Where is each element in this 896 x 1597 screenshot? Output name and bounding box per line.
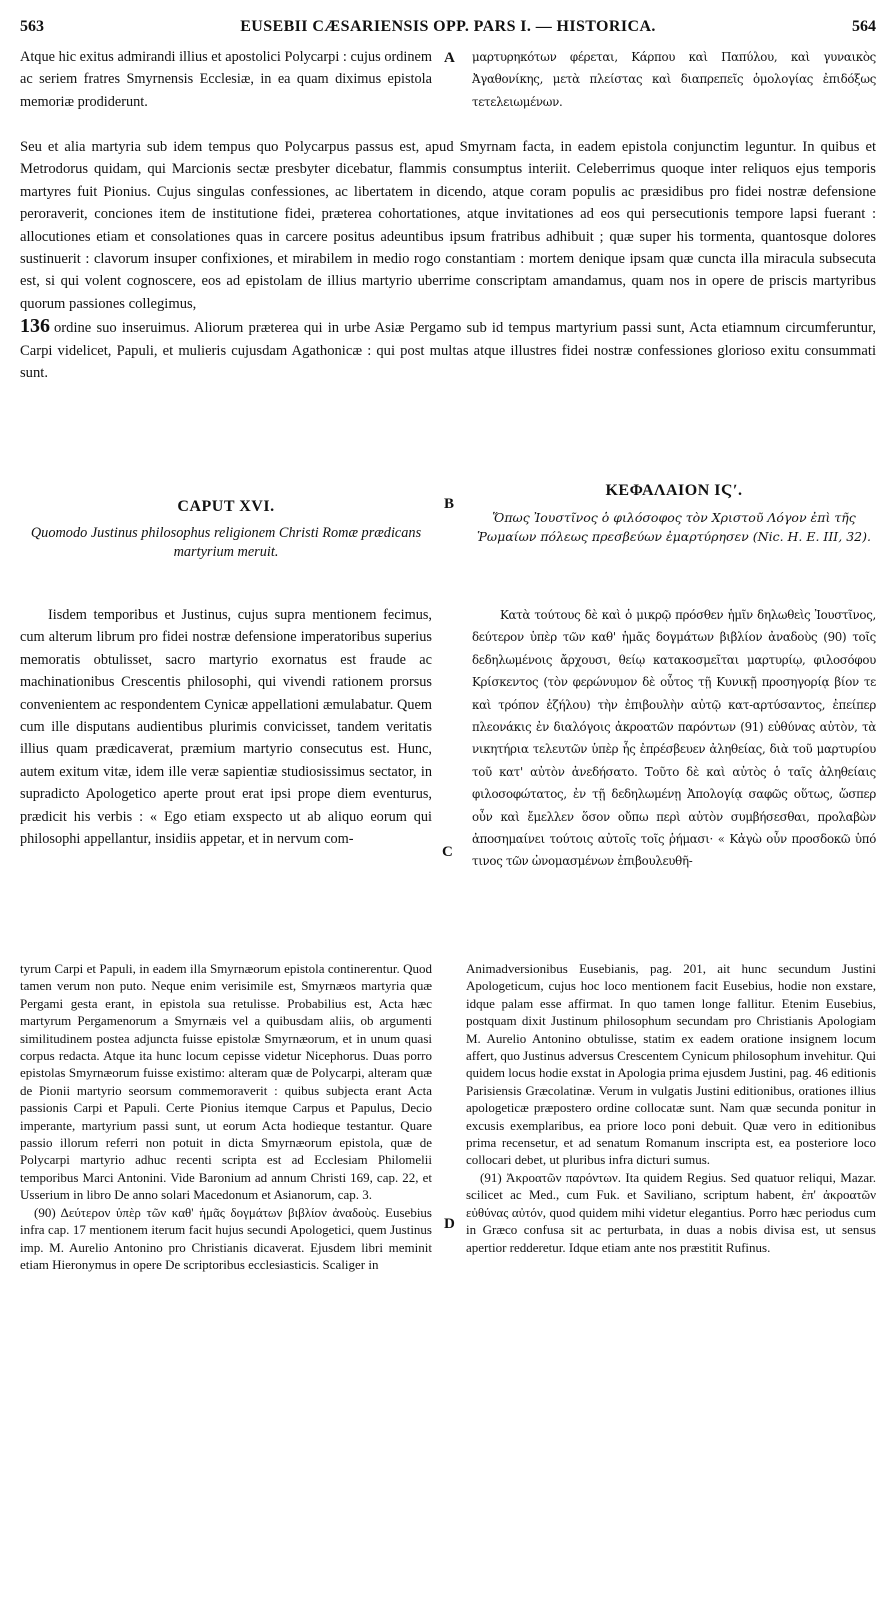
chapter-latin-subtitle: Quomodo Justinus philosophus religionem Christi Romæ prædicans martyrium meruit. (30, 525, 422, 560)
top-fullwidth-part2: ordine suo inseruimus. Aliorum præterea qui in urbe Asiæ Pergamo sub id tempus martyrium passi sunt, Acta etiamnum circumferuntur, Carpi videlicet, Papuli, et mulieris cujusdam Agathonicæ : qui post multas atque illustres fidei nostræ confessiones glorioso exitu consummati sunt. (20, 320, 876, 382)
note-right-continuation: Animadversionibus Eusebianis, pag. 201, ait hunc secundum Justini Apologeticum, cujus hoc loco mentionem facit Eusebius, hodie non exstare, idque palam esse affirmat. In quo tamen longe fallitur. Etenim Eusebius, postquam dixit Justinum philosophum secundam pro Christianis Apologiam M. Aurelio Antonino obtulisse, statim ex eadem oratione insignem locum affert, quo Justinus adversus Crescentem Cynicum philosophum invehitur. Qui quidem locus hodie exstat in Apologia prima ejusdem Justini, pag. 46 editionis Parisiensis Græcolatinæ. Verum in vulgatis Justini editionibus, orationes illius apologeticæ præpostero ordine collocatæ sunt. Nam quæ secunda ponitur in excusis exemplaribus, ea priore loco poni debuit. Quæ vero in editionibus prima recensetur, et ad senatum Romanum inscripta est, ea posteriore loco collocari debet, ut pluribus infra dicturi sumus. (466, 961, 876, 1168)
margin-marker-d: D (444, 1216, 455, 1232)
top-fullwidth-block (20, 136, 876, 384)
chapter-greek-body: Κατὰ τούτους δὲ καὶ ὁ μικρῷ πρόσθεν ἡμῖν δηλωθεὶς Ἰουστῖνος, δεύτερον ὑπὲρ τῶν καθ' ἡμᾶς δογμάτων βιβλίον ἀναδοὺς (90) τοῖς δεδηλωμένοις ἄρχουσι, θείῳ κατακοσμεῖται μαρτυρίῳ, φιλοσόφου Κρίσκεντος (τὸν φερώνυμον δὲ οὗτος τῇ Κυνικῇ προσηγορίᾳ βίον τε καὶ τρόπον ἐζήλου) τὴν ἐπιβουλὴν αὐτῷ κατ-αρτύσαντος, ἐπείπερ πλεονάκις ἐν διαλόγοις ἀκροατῶν παρόντων (91) εὐθύνας αὐτὸν, τὰ νικητήρια τελευτῶν ὑπὲρ ἧς ἐπρέσβευεν ἀληθείας, διὰ τοῦ μαρτυρίου τοῦ κατ' αὐτὸν ἀνεδήσατο. Τοῦτο δὲ καὶ αὐτὸς ὁ ταῖς ἀληθείαις φιλοσοφώτατος, ἐν τῇ δεδηλωμένῃ Ἀπολογίᾳ σαφῶς οὕτως, ὥσπερ οὖν καὶ ἔμελλεν ὅσον οὔπω περὶ αὐτὸν συμβήσεσθαι, προλαβὼν ἀποσημαίνει τούτοις αὐτοῖς τοῖς ῥήμασι· « Κἀγὼ οὖν προσδοκῶ ὑπό τινος τῶν ὠνομασμένων ἐπιβουλευθῆ- (472, 608, 876, 869)
top-fullwidth-part1: Seu et alia martyria sub idem tempus quo Polycarpus passus est, apud Smyrnam facta, in eadem epistola conjunctim leguntur. In quibus et Metrodorus quidam, qui Marcionis sectæ presbyter dicebatur, flammis consumptus interiit. Celeberrimus quoque inter reliquos ejus temporis martyres fuit Pionius. Cujus singulas confessiones, ac libertatem in dicendo, atque coram populis ac præsidibus pro fidei nostræ defensione peroraverit, conciones item de institutione fidei, præterea cohortationes, atque invitationes ad eos qui persecutionis tempore lapsi fuerant : allocutiones etiam et consolationes quas in carcere positus adeuntibus ipsum fratribus adhibuit ; quæ super his tormenta, quantosque dolores sustinuerit : clavorum insuper confixiones, et mirabilem in medio rogo constantiam : mortem denique ipsam quæ cuncta illa miracula subsecuta est, si qui volent cognoscere, eos ad epistolam de illius martyrio uberrime conscriptam amandamus, quam nos in opere de priscis martyribus quorum passiones collegimus, (20, 139, 876, 312)
notes-left-column (20, 960, 432, 1273)
top-greek-paragraph: μαρτυρηκότων φέρεται, Κάρπου καὶ Παπύλου, καὶ γυναικὸς Ἀγαθονίκης, μετὰ πλείστας καὶ διαπρεπεῖς ὁμολογίας ἐπιδόξως τετελειωμένων. (472, 50, 876, 109)
margin-marker-a: A (444, 50, 455, 66)
margin-marker-b: B (444, 496, 455, 512)
notes-right-column (466, 960, 876, 1256)
marginal-number-136: 136 (20, 315, 50, 338)
chapter-latin-heading (20, 498, 432, 562)
margin-marker-c: C (442, 844, 453, 860)
page-number-left: 563 (20, 18, 44, 35)
top-latin-paragraph: Atque hic exitus admirandi illius et apostolici Polycarpi : cujus ordinem ac seriem fratres Smyrnensis Ecclesiæ, in ea quam diximus epistola memoriæ prodiderunt. (20, 49, 432, 110)
chapter-latin-body: Iisdem temporibus et Justinus, cujus supra mentionem fecimus, cum alterum librum pro fidei nostræ defensione imperatoribus superius memoratis obtulisset, sacro martyrio exornatus est fraude ac machinationibus Crescentis philosophi, qui vivendi rationem prorsus convenientem ac respondentem Cynicæ appellationi æmulabatur. Quem cum ille disputans audientibus plurimis convicisset, tandem veritatis illius quam prædicaverat, præmium martyrio consecutus est. Hunc, autem exitum vitæ, idem ille veræ sapientiæ studiosissimus sectator, in supradicto Apologetico aperte prout erat ipsi prope diem eventurus, prædicit his verbis : « Ego etiam exspecto ut ab aliquo eorum qui philosophi appellantur, insidiis appetar, et in nervum com- (20, 607, 432, 848)
chapter-greek-heading (472, 482, 876, 546)
chapter-greek-subtitle: Ὅπως Ἰουστῖνος ὁ φιλόσοφος τὸν Χριστοῦ Λόγον ἐπὶ τῆς Ῥωμαίων πόλεως πρεσβεύων ἐμαρτύρησεν (Nic. H. E. III, 32). (477, 510, 871, 544)
page (20, 14, 876, 1584)
page-number-right: 564 (852, 18, 876, 35)
chapter-latin-title: CAPUT XVI. (177, 498, 275, 515)
note-90: (90) Δεύτερον ὑπὲρ τῶν καθ' ἡμᾶς δογμάτων βιβλίον ἀναδοὺς. Eusebius infra cap. 17 mentionem iterum facit hujus secundi Apologetici, quem Justinus imp. M. Aurelio Antonino pro Christianis dicaverat. Ejusdem libri meminit etiam Hieronymus in opere De scriptoribus ecclesiasticis. Scaliger in (20, 1204, 432, 1272)
note-left-continuation: tyrum Carpi et Papuli, in eadem illa Smyrnæorum epistola continerentur. Quod tamen verum non puto. Neque enim verisimile est, Smyrnæos martyria quæ Pergami gesta erant, in epistola sua retulisse. Probabilius est, Acta hæc martyrum Pergamenorum a Smyrnæis vel a quibusdam aliis, ob argumenti similitudinem postea adjuncta fuisse epistolæ Smyrnæorum, et in unum quasi corpus redacta. Atque ita hunc locum cepisse videtur Nicephorus. Duas porro epistolas Smyrnæorum fuisse existimo: alteram quæ de Polycarpi, alteram quæ de Pionii martyrio seorsum commemoraverit : quibus subjecta erant Acta passionis Carpi et Papuli. Certe Pionius itemque Carpus et Papulus, Decio imperante, martyrium passi sunt, ut eorum Acta hodieque testantur. Quare passio illorum referri non potuit in dicta Smyrnæorum epistola, quæ de Polycarpi martyrio adhuc recenti scripta est ad Ecclesiam Philomelii temporibus Marci Antonini. Vide Baronium ad annum Christi 169, cap. 22, et Usserium in libro De anno solari Macedonum et Asianorum, cap. 3. (20, 961, 432, 1203)
running-title: EUSEBII CÆSARIENSIS OPP. PARS I. — HISTORICA. (240, 18, 656, 35)
chapter-greek-title: ΚΕΦΑΛΑΙΟΝ ΙϚʹ. (605, 482, 743, 499)
note-91: (91) Ἀκροατῶν παρόντων. Ita quidem Regius. Sed quatuor reliqui, Mazar. scilicet ac Med., cum Fuk. et Saviliano, scriptum habent, ἐπ' ἀκροατῶν εὐθύνας αὐτόν, quod quidem mihi videtur elegantius. Porro hæc periodus cum in Græco confusa sit ac perturbata, in duas a nobis divisa est, ut sensus apertior redderetur. Idque etiam ante nos præstitit Rufinus. (466, 1169, 876, 1255)
running-head (20, 14, 876, 44)
